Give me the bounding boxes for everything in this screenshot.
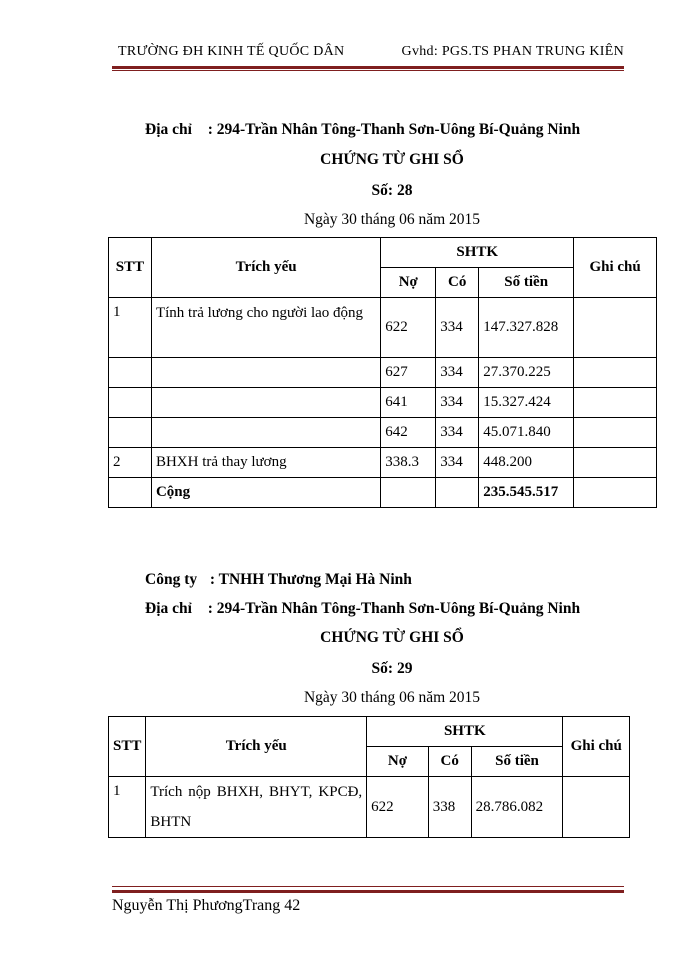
s2-number: Số: 29 xyxy=(371,660,413,677)
s1-r0-desc: Tính trả lương cho người lao động xyxy=(151,298,380,358)
s1-total-label: Cộng xyxy=(151,478,380,508)
header-school: TRƯỜNG ĐH KINH TẾ QUỐC DÂN xyxy=(118,44,345,59)
header-rule-thin xyxy=(112,70,624,71)
table-row xyxy=(109,358,657,388)
s2-r0-amount: 28.786.082 xyxy=(471,777,563,838)
s2-th-no: Nợ xyxy=(367,747,429,777)
s1-total-stt xyxy=(109,478,152,508)
s1-r3-note xyxy=(574,418,657,448)
s1-r4-stt: 2 xyxy=(109,448,152,478)
s2-title: CHỨNG TỪ GHI SỔ xyxy=(320,629,464,646)
s1-r3-stt xyxy=(109,418,152,448)
s2-th-shtk: SHTK xyxy=(367,717,563,747)
s1-r1-note xyxy=(574,358,657,388)
s1-r4-note xyxy=(574,448,657,478)
s2-company-label: Công ty xyxy=(145,571,198,588)
s1-th-amount: Số tiền xyxy=(479,268,574,298)
s1-r4-desc: BHXH trả thay lương xyxy=(151,448,380,478)
s1-r1-stt xyxy=(109,358,152,388)
s1-total-note xyxy=(574,478,657,508)
footer-rule xyxy=(112,890,624,893)
table-row xyxy=(109,777,630,838)
s1-ledger-table xyxy=(108,237,657,508)
s1-r4-amount: 448.200 xyxy=(479,448,574,478)
s1-r3-amount: 45.071.840 xyxy=(479,418,574,448)
s1-r0-no: 622 xyxy=(381,298,436,358)
table-row xyxy=(109,388,657,418)
table-row xyxy=(109,298,657,358)
footer-rule-thin xyxy=(112,886,624,887)
s1-r2-stt xyxy=(109,388,152,418)
s2-date: Ngày 30 tháng 06 năm 2015 xyxy=(303,689,481,706)
s1-r2-desc xyxy=(151,388,380,418)
s1-address-value: : 294-Trần Nhân Tông-Thanh Sơn-Uông Bí-Quảng Ninh xyxy=(207,121,581,138)
s1-r2-note xyxy=(574,388,657,418)
s2-th-desc: Trích yếu xyxy=(146,717,367,777)
s1-r3-no: 642 xyxy=(381,418,436,448)
s1-r4-no: 338.3 xyxy=(381,448,436,478)
s2-r0-note xyxy=(563,777,630,838)
s1-r2-co: 334 xyxy=(436,388,479,418)
s1-r3-desc xyxy=(151,418,380,448)
s1-th-co: Có xyxy=(436,268,479,298)
s1-th-note: Ghi chú xyxy=(574,238,657,298)
table-row xyxy=(109,448,657,478)
s1-r0-note xyxy=(574,298,657,358)
s2-th-amount: Số tiền xyxy=(471,747,563,777)
s1-th-desc: Trích yếu xyxy=(151,238,380,298)
s2-r0-no: 622 xyxy=(367,777,429,838)
s1-th-shtk: SHTK xyxy=(381,238,574,268)
s1-address xyxy=(145,121,580,139)
s2-th-co: Có xyxy=(428,747,471,777)
s1-title: CHỨNG TỪ GHI SỔ xyxy=(320,151,464,168)
s1-r1-no: 627 xyxy=(381,358,436,388)
s1-total-amount: 235.545.517 xyxy=(479,478,574,508)
s1-r4-co: 334 xyxy=(436,448,479,478)
page-header xyxy=(112,42,624,62)
table-row xyxy=(109,418,657,448)
s1-r3-co: 334 xyxy=(436,418,479,448)
s2-ledger-table xyxy=(108,716,630,838)
s2-r0-desc: Trích nộp BHXH, BHYT, KPCĐ, BHTN xyxy=(146,777,367,838)
s2-address-label: Địa chỉ xyxy=(145,600,192,617)
s1-r2-amount: 15.327.424 xyxy=(479,388,574,418)
header-rule xyxy=(112,66,624,69)
s1-total-co xyxy=(436,478,479,508)
s1-r1-amount: 27.370.225 xyxy=(479,358,574,388)
s2-address-value: : 294-Trần Nhân Tông-Thanh Sơn-Uông Bí-Quảng Ninh xyxy=(207,600,581,617)
s1-r2-no: 641 xyxy=(381,388,436,418)
s2-th-stt: STT xyxy=(109,717,146,777)
s1-r0-stt: 1 xyxy=(109,298,152,358)
s2-th-note: Ghi chú xyxy=(563,717,630,777)
s1-th-no: Nợ xyxy=(381,268,436,298)
header-advisor: Gvhd: PGS.TS PHAN TRUNG KIÊN xyxy=(401,44,624,59)
s1-number: Số: 28 xyxy=(371,182,413,199)
s1-r1-desc xyxy=(151,358,380,388)
s1-r1-co: 334 xyxy=(436,358,479,388)
table-total-row xyxy=(109,478,657,508)
s2-address xyxy=(145,600,580,618)
s1-date: Ngày 30 tháng 06 năm 2015 xyxy=(303,211,481,228)
s2-r0-stt: 1 xyxy=(109,777,146,838)
s2-company-value: : TNHH Thương Mại Hà Ninh xyxy=(209,571,412,588)
s1-total-no xyxy=(381,478,436,508)
s2-company xyxy=(145,571,412,589)
s1-r0-amount: 147.327.828 xyxy=(479,298,574,358)
s1-th-stt: STT xyxy=(109,238,152,298)
s2-r0-co: 338 xyxy=(428,777,471,838)
s1-r0-co: 334 xyxy=(436,298,479,358)
s1-address-label: Địa chỉ xyxy=(145,121,192,138)
page-footer: Nguyễn Thị PhươngTrang 42 xyxy=(112,897,301,914)
